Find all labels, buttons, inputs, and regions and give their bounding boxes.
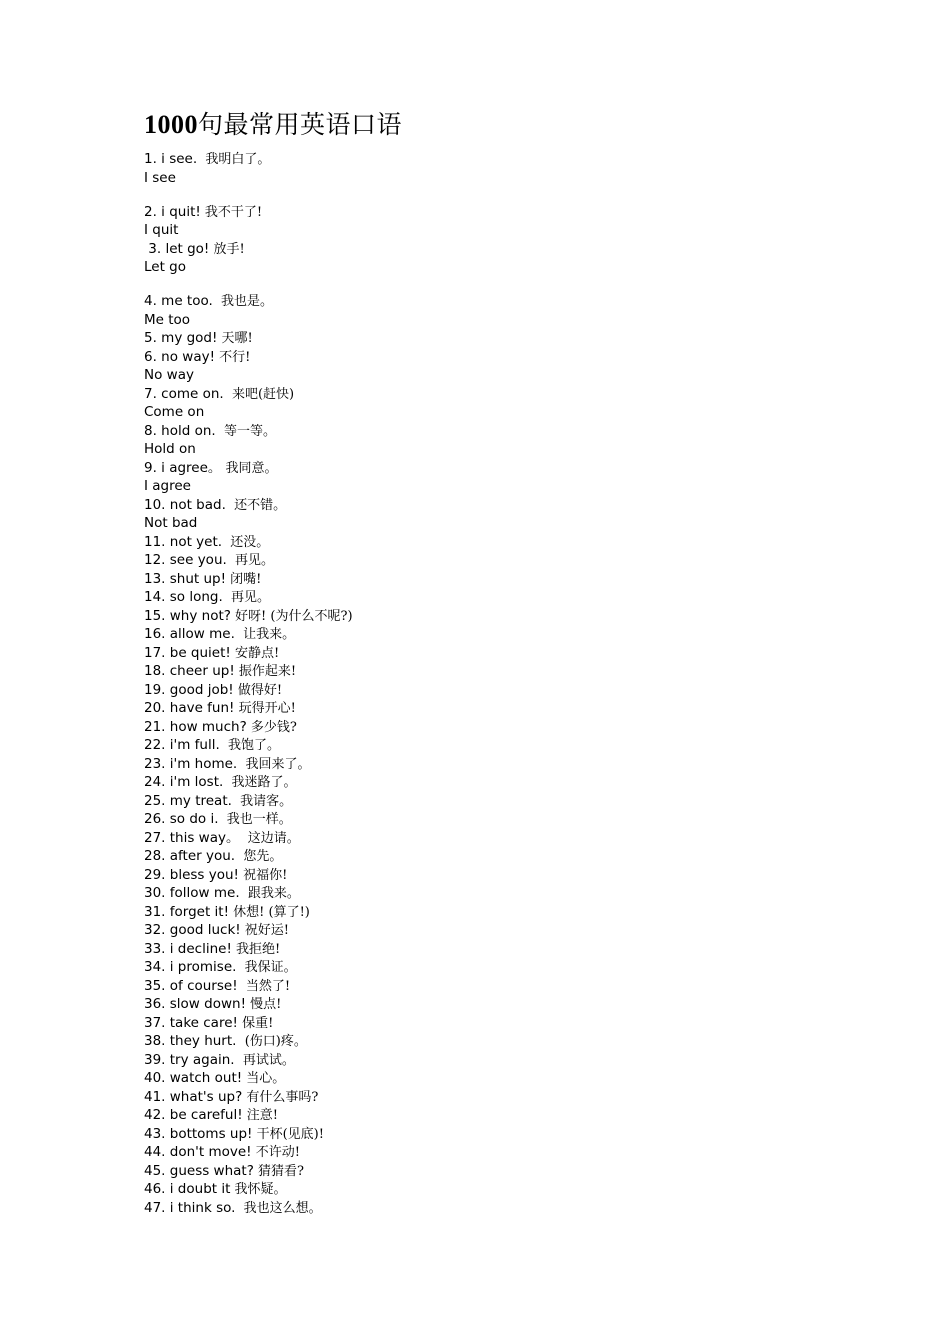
phrase-english: 14. so long. <box>144 589 223 605</box>
phrase-chinese: 我回来了。 <box>237 756 311 772</box>
phrase-chinese: 您先。 <box>235 849 283 864</box>
phrase-english: 8. hold on. <box>144 422 216 439</box>
phrase-english: 10. not bad. <box>144 496 226 513</box>
page-title <box>144 108 844 142</box>
phrase-chinese: 让我来。 <box>234 627 296 642</box>
phrase-english: Hold on <box>144 441 196 457</box>
phrase-line <box>144 1125 844 1144</box>
phrase-line <box>144 292 844 311</box>
phrase-line <box>144 718 844 737</box>
phrase-chinese: 我拒绝! <box>231 941 281 957</box>
phrase-chinese: 我迷路了。 <box>223 775 297 790</box>
phrase-chinese: 猜猜看? <box>253 1163 304 1179</box>
phrase-english: 12. see you. <box>144 552 227 568</box>
phrase-english: 43. bottoms up! <box>144 1125 253 1142</box>
phrase-english: 20. have fun! <box>144 700 235 716</box>
phrase-english: 5. my god! <box>144 330 218 346</box>
phrase-english: 25. my treat. <box>144 792 232 809</box>
phrase-english: 16. allow me. <box>144 626 235 642</box>
phrase-line <box>144 422 844 441</box>
phrase-line <box>144 1180 844 1199</box>
phrase-chinese: 我明白了。 <box>197 152 271 167</box>
phrase-line <box>144 1069 844 1088</box>
phrase-line <box>144 588 844 607</box>
phrase-chinese: 再试试。 <box>234 1052 295 1068</box>
phrase-chinese: 再见。 <box>226 553 275 568</box>
paragraph-gap <box>144 187 844 203</box>
phrase-chinese: 闭嘴! <box>226 571 262 587</box>
phrase-line <box>144 1051 844 1070</box>
phrase-chinese: 保重! <box>237 1015 274 1031</box>
phrase-chinese: 来吧(赶快) <box>223 386 295 402</box>
phrase-chinese: (伤口)疼。 <box>236 1034 307 1049</box>
phrase-chinese: 祝福你! <box>238 867 288 883</box>
phrase-english: 3. let go! <box>144 240 210 257</box>
phrase-english: 9. i agree。 <box>144 459 222 476</box>
phrase-chinese: 我也是。 <box>212 294 274 309</box>
phrase-chinese: 再见。 <box>222 590 271 605</box>
phrase-english: 31. forget it! <box>144 903 230 920</box>
phrase-english: 7. come on. <box>144 385 224 402</box>
phrase-english: 6. no way! <box>144 348 215 365</box>
phrase-chinese: 我也这么想。 <box>235 1200 322 1216</box>
phrase-line <box>144 1162 844 1181</box>
phrase-line <box>144 496 844 515</box>
phrase-line <box>144 570 844 589</box>
phrase-chinese: 振作起来! <box>234 664 297 679</box>
phrase-line <box>144 150 844 169</box>
phrase-line <box>144 662 844 681</box>
document-page <box>144 108 844 1217</box>
phrase-chinese: 玩得开心! <box>234 701 296 716</box>
phrase-english: 40. watch out! <box>144 1070 243 1086</box>
phrase-chinese: 好呀! (为什么不呢?) <box>230 608 353 624</box>
phrase-english: 29. bless you! <box>144 866 239 883</box>
phrase-line <box>144 1088 844 1107</box>
phrase-line <box>144 385 844 404</box>
phrase-list <box>144 150 844 1217</box>
phrase-english: 4. me too. <box>144 293 213 309</box>
phrase-line <box>144 958 844 977</box>
phrase-line <box>144 477 844 496</box>
phrase-line <box>144 866 844 885</box>
phrase-english: 24. i'm lost. <box>144 774 224 790</box>
phrase-english: 13. shut up! <box>144 570 227 587</box>
phrase-chinese: 放手! <box>209 241 245 257</box>
phrase-line <box>144 348 844 367</box>
phrase-chinese: 安静点! <box>230 645 280 661</box>
phrase-line <box>144 773 844 792</box>
phrase-english: No way <box>144 367 194 383</box>
phrase-chinese: 当然了! <box>237 978 291 994</box>
phrase-line <box>144 551 844 570</box>
phrase-line <box>144 258 844 277</box>
phrase-line <box>144 1032 844 1051</box>
phrase-english: 11. not yet. <box>144 533 223 550</box>
phrase-chinese: 天哪! <box>217 331 253 346</box>
phrase-line <box>144 1106 844 1125</box>
phrase-line <box>144 514 844 533</box>
phrase-chinese: 我不干了! <box>200 204 263 220</box>
phrase-english: 47. i think so. <box>144 1199 236 1216</box>
phrase-english: 32. good luck! <box>144 922 241 938</box>
phrase-english: 33. i decline! <box>144 940 232 957</box>
phrase-english: I see <box>144 169 176 186</box>
phrase-english: 46. i doubt it <box>144 1181 231 1197</box>
phrase-chinese: 休想! (算了!) <box>229 904 310 920</box>
phrase-english: 37. take care! <box>144 1014 238 1031</box>
phrase-line <box>144 884 844 903</box>
phrase-line <box>144 847 844 866</box>
phrase-chinese: 有什么事吗? <box>242 1089 319 1105</box>
phrase-line <box>144 681 844 700</box>
phrase-english: 44. don't move! <box>144 1144 252 1160</box>
phrase-line <box>144 169 844 188</box>
phrase-english: 45. guess what? <box>144 1162 254 1179</box>
phrase-english: Let go <box>144 259 187 275</box>
phrase-chinese: 我怀疑。 <box>230 1182 287 1197</box>
phrase-line <box>144 459 844 478</box>
phrase-line <box>144 1143 844 1162</box>
phrase-chinese: 多少钱? <box>246 719 297 735</box>
phrase-line <box>144 977 844 996</box>
phrase-line <box>144 440 844 459</box>
phrase-line <box>144 533 844 552</box>
phrase-chinese: 我也一样。 <box>218 812 292 827</box>
phrase-chinese: 当心。 <box>242 1071 286 1086</box>
phrase-chinese: 慢点! <box>245 997 282 1012</box>
phrase-english: I agree <box>144 478 191 494</box>
phrase-chinese: 注意! <box>242 1108 279 1123</box>
phrase-chinese: 我同意。 <box>221 460 278 476</box>
phrase-english: I quit <box>144 222 179 238</box>
phrase-chinese: 干杯(见底)! <box>252 1126 324 1142</box>
phrase-english: 42. be careful! <box>144 1107 243 1123</box>
phrase-line <box>144 829 844 848</box>
phrase-english: 22. i'm full. <box>144 737 220 753</box>
title-text: 句最常用英语口语 <box>198 110 403 139</box>
phrase-english: Not bad <box>144 515 198 531</box>
phrase-english: 39. try again. <box>144 1051 235 1068</box>
phrase-line <box>144 921 844 940</box>
phrase-english: 26. so do i. <box>144 811 219 827</box>
phrase-line <box>144 1199 844 1218</box>
phrase-line <box>144 625 844 644</box>
phrase-english: 23. i'm home. <box>144 755 238 772</box>
phrase-line <box>144 403 844 422</box>
phrase-line <box>144 240 844 259</box>
phrase-chinese: 做得好! <box>233 682 283 698</box>
phrase-line <box>144 736 844 755</box>
title-number: 1000 <box>144 110 198 139</box>
phrase-english: 17. be quiet! <box>144 644 231 661</box>
phrase-english: 19. good job! <box>144 681 234 698</box>
phrase-line <box>144 1014 844 1033</box>
phrase-line <box>144 221 844 240</box>
phrase-english: 38. they hurt. <box>144 1033 237 1049</box>
phrase-english: 27. this way。 <box>144 829 240 846</box>
phrase-chinese: 祝好运! <box>240 923 290 938</box>
phrase-english: 15. why not? <box>144 607 231 624</box>
phrase-chinese: 还没。 <box>222 534 270 550</box>
phrase-english: 21. how much? <box>144 718 247 735</box>
phrase-english: 34. i promise. <box>144 959 237 975</box>
phrase-line <box>144 792 844 811</box>
phrase-english: 30. follow me. <box>144 885 240 901</box>
phrase-chinese: 跟我来。 <box>239 886 300 901</box>
phrase-english: 2. i quit! <box>144 203 201 220</box>
phrase-line <box>144 810 844 829</box>
phrase-line <box>144 203 844 222</box>
phrase-english: 35. of course! <box>144 977 238 994</box>
phrase-english: 41. what's up? <box>144 1088 243 1105</box>
phrase-line <box>144 644 844 663</box>
phrase-chinese: 我饱了。 <box>219 738 281 753</box>
phrase-line <box>144 607 844 626</box>
phrase-english: 36. slow down! <box>144 996 246 1012</box>
phrase-english: Come on <box>144 404 205 420</box>
phrase-line <box>144 311 844 330</box>
phrase-line <box>144 903 844 922</box>
phrase-chinese: 等一等。 <box>215 423 276 439</box>
phrase-line <box>144 995 844 1014</box>
phrase-chinese: 还不错。 <box>225 497 287 513</box>
phrase-english: 1. i see. <box>144 151 198 167</box>
phrase-chinese: 不行! <box>215 349 251 365</box>
phrase-chinese: 我保证。 <box>236 960 297 975</box>
phrase-line <box>144 366 844 385</box>
phrase-line <box>144 329 844 348</box>
phrase-line <box>144 699 844 718</box>
paragraph-gap <box>144 277 844 293</box>
phrase-english: 28. after you. <box>144 848 236 864</box>
phrase-line <box>144 755 844 774</box>
phrase-line <box>144 940 844 959</box>
phrase-chinese: 我请客。 <box>231 793 293 809</box>
phrase-english: 18. cheer up! <box>144 663 235 679</box>
phrase-chinese: 这边请。 <box>239 830 300 846</box>
phrase-chinese: 不许动! <box>251 1145 300 1160</box>
phrase-english: Me too <box>144 311 191 328</box>
